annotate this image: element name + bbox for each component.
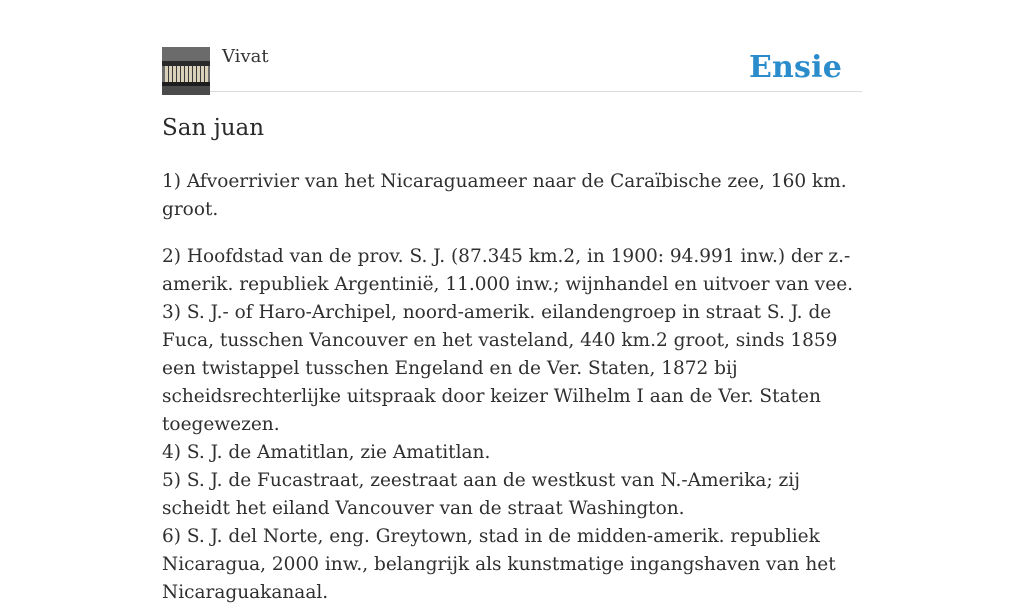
definition-item: 5) S. J. de Fucastraat, zeestraat aan de westkust van N.-Amerika; zij scheidt het eiland Vancouver van de straat Washington. bbox=[162, 470, 800, 519]
definition-paragraph-1: 1) Afvoerrivier van het Nicaraguameer naar de Caraïbische zee, 160 km. groot. bbox=[162, 171, 847, 220]
definition-item: 2) Hoofdstad van de prov. S. J. (87.345 km.2, in 1900: 94.991 inw.) der z.-amerik. republiek Argentinië, 11.000 inw.; wijnhandel en uitvoer van vee. bbox=[162, 246, 854, 295]
book-spines-icon bbox=[162, 47, 210, 95]
article-title: San juan bbox=[162, 115, 265, 141]
author-avatar[interactable] bbox=[162, 47, 210, 95]
article-header bbox=[162, 0, 862, 92]
definition-item: 3) S. J.- of Haro-Archipel, noord-amerik. eilandengroep in straat S. J. de Fuca, tusschen Vancouver en het vasteland, 440 km.2 groot, sinds 1859 een twistappel tusschen Engeland en de Ver. Staten, 1872 bij scheidsrechterlijke uitspraak door keizer Wilhelm I aan de Ver. Staten toegewezen. bbox=[162, 302, 838, 435]
definition-item: 4) S. J. de Amatitlan, zie Amatitlan. bbox=[162, 442, 491, 463]
article-page bbox=[162, 0, 862, 603]
ensie-logo[interactable]: Ensie bbox=[748, 50, 842, 85]
author-name[interactable]: Vivat bbox=[222, 46, 269, 67]
article-body bbox=[162, 168, 862, 607]
definition-list bbox=[162, 243, 862, 607]
definition-item: 6) S. J. del Norte, eng. Greytown, stad in de midden-amerik. republiek Nicaragua, 2000 inw., belangrijk als kunstmatige ingangshaven van het Nicaraguakanaal. bbox=[162, 526, 836, 603]
